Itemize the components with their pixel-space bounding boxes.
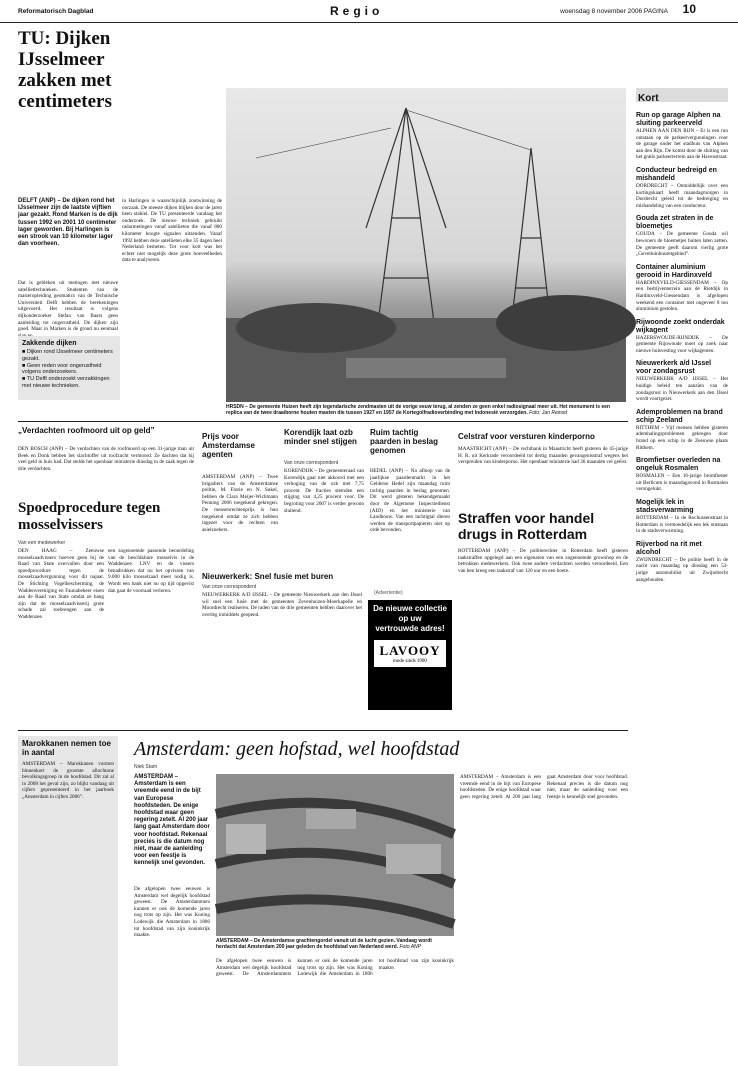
ad-brand: LAVOOY — [379, 643, 441, 658]
paper-name: Reformatorisch Dagblad — [18, 8, 94, 15]
straffen-body: ROTTERDAM (ANP) – De politierechter in Rotterdam heeft gisteren taakstraffen opgelegd aan een eigenaren van een zogenoemde growshop en de betrokken medewerkers. Ook twee andere verdachten werden veroordeeld. Een van hen kreeg een taakstraf van 120 uur en een boete. — [458, 548, 628, 574]
lead-body-1: Dat is gebleken uit metingen met nieuwe satelliettechnieken. Studenten van de masteropleiding geomatics van de Technische Universiteit Delft hebben de berekeningen uitgevoerd. Het resultaat is volgens dijkonderzoeker Stefan van Baars geen aanleiding tot ongerustheid. De dijken zijn goed. Maar in Marken is de grond nu eenmaal — [18, 280, 118, 333]
amsterdam-body-right: AMSTERDAM – Amsterdam is een vreemde eend in de bijt van Europese hoofdsteden. De enige hoofdstad waar geen regering zetelt. Al 200 jaar lang gaat Amsterdam door voor hoofdstad. Rekenaal precies is die datum nog niet, maar de aanleiding voor een feestje is kennelijk snel gevonden. — [460, 774, 628, 800]
divider — [18, 421, 628, 422]
section-name: Regio — [330, 4, 384, 18]
kort-item: Ademproblemen na brand schip Zeeland RITTHEM – Vijf mensen hebben gisteren ademhalingsproblemen gekregen door brand op een schip in de Zeeuwse plaats Ritthem. — [636, 408, 728, 451]
prijs-headline: Prijs voor Amsterdamse agenten — [202, 432, 255, 459]
kort-item: Mogelijk lek in stadsverwarming ROTTERDAM – In de Rochussenstraat in Rotterdam is vermoedelijk een lek ontstaan in de stadsverwarming. — [636, 499, 728, 535]
kader-item: ■ Geen reden voor ongerustheid volgens onderzoekers. — [22, 362, 102, 376]
radio-masts-photo — [226, 88, 626, 402]
korendijk-headline: Korendijk laat ozb minder snel stijgen — [284, 428, 357, 446]
amsterdam-headline: Amsterdam: geen hofstad, wel hoofdstad — [134, 738, 460, 760]
nieuwerkerk-byline: Van onze correspondent — [202, 584, 257, 590]
spoed-byline: Van een medewerker — [18, 540, 66, 546]
paarden-headline: Ruim tachtig paarden in beslag genomen — [370, 428, 439, 455]
korendijk-byline: Van onze correspondent — [284, 460, 339, 466]
kort-item: Rijverbod na rit met alcohol ZWIJNDRECHT – De politie heeft in de nacht van maandag op dinsdag een 53-jarige automobilist uit Zwijndrecht aangehouden. — [636, 540, 728, 583]
spoed-body-2: een zogenoemde passende beoordeling van de beschikbare mosselvis in de Waddenzee. LNV en de vissers benadrukken dat nu het opvissen van 9.000 kilo mosselzaad meer nodig is. Wordt een bank niet nu op tijd opgevist dan gaat de voorraad verloren. — [108, 548, 194, 594]
kort-item: Rijwoonde zoekt onderdak wijkagent HAZERSWOUDE-RIJNDIJK – De gemeente Rijnwoude moet op zoek naar nieuwe huisvesting voor wijkagenten. — [636, 318, 728, 354]
ad-label: (Advertentie) — [374, 590, 403, 596]
page-date: woensdag 8 november 2006 PAGINA — [560, 8, 668, 15]
nieuwerkerk-body: NIEUWERKERK A/D IJSSEL – De gemeente Nieuwerkerk aan den IJssel wil snel een fusie met de gemeenten Zevenhuizen-Moerkapelle en Moordrecht realiseren. De raden van de drie gemeenten hebben daarover het overleg inmiddels geopend. — [202, 592, 362, 618]
amsterdam-caption: AMSTERDAM – De Amsterdamse grachtengordel vanuit uit de lucht gezien. Vandaag wordt herdacht dat Amsterdam 200 jaar geleden de hoofdstad van Nederland werd. Foto ANP — [216, 938, 432, 951]
ad-tagline: mode sinds 1900 — [393, 659, 427, 664]
prijs-body: AMSTERDAM (ANP) – Twee brigadiers van de Amsterdamse politie, M. Florie en N. Sukel, hebben de Clara Meijer-Wichmann Penning 2006 toegekend gekregen. De mensenrechtenprijs is hun toegekend omdat ze zich hebben ingezet voor de rechten van asielzoekers. — [202, 474, 278, 533]
lavooy-advertisement — [368, 600, 452, 710]
radio-mast-illustration — [226, 88, 626, 402]
amsterdam-body-cont: De afgelopen twee eeuwen is Amsterdam wel degelijk hoofdstad geweest. De Amsterdammers kunnen er ook de komende jaren nog trots op zijn. Het was Koning Lodewijk die Amsterdam in 1806 tot hoofdstad van zijn koninkrijk maakte. — [216, 958, 454, 978]
ad-line-3: vertrouwde adres! — [375, 624, 445, 633]
kort-item: Bromfietser overleden na ongeluk Rosmalen ROSMALEN – Een 16-jarige bromfietser uit Berlicum is maandagavond in Rosmalen verongelukt. — [636, 457, 728, 493]
kort-list — [636, 106, 728, 1064]
lead-headline: TU: Dijken IJsselmeer zakken met centimeters — [18, 28, 112, 112]
amsterdam-body: De afgelopen twee eeuwen is Amsterdam wel degelijk hoofdstad geweest. De Amsterdammers kunnen er ook de komende jaren nog trots op zijn. Het was Koning Lodewijk die Amsterdam in 1806 tot hoofdstad van zijn koninkrijk maakte. — [134, 886, 210, 939]
canal-aerial-photo — [216, 774, 454, 936]
canal-illustration — [216, 774, 454, 936]
kader-item: ■ Dijken rond IJsselmeer centimeters gezakt. — [22, 349, 113, 362]
kader-title: Zakkende dijken — [22, 340, 77, 347]
amsterdam-lead: AMSTERDAM – Amsterdam is een vreemde eend in de bijt van Europese hoofdsteden. De enige hoofdstad waar geen regering zetelt. Al 200 jaar lang gaat Amsterdam door voor hoofdstad. Rekenaal precies is die datum nog niet, maar de aanleiding voor een feestje is kennelijk snel gevonden. — [134, 774, 210, 867]
nieuwerkerk-headline: Nieuwerkerk: Snel fusie met buren — [202, 572, 334, 581]
spoed-body: DEN HAAG – Zeeuwse mosselzaadvissers hoeven geen bij de Raad van State overvallen door een spoedprocedure tegen de mosselzaadvergunning voor dit najaar. De Stichting Vogelbescherming, de Waddenvereniging en Faunabeheer eisen aan de Raad van State omdat ze bang zijn dat de mosselzaadvisserij grote schade zal toebrengen aan de Waddenzee. — [18, 548, 104, 620]
lead-body-2: in Harlingen is waarschijnlijk zoutwinning de oorzaak. De meeste dijken blijken door de jaren heen stabiel. De TU presenteerde vandaag het onderzoek. De nieuwe techniek gebruikt radarmetingen vanaf satellieten die vanaf 800 kilometer hoogte signalen uitzenden. Vanaf 1992 hebben deze satellieten elke 35 dagen heel Nederland bemeten. Tot voor kort was het echter niet mogelijk deze grote hoeveelheden data te analyseren. — [122, 198, 222, 264]
korendijk-body: KORENDIJK – De gemeenteraad van Korendijk gaat niet akkoord met een verhoging van de ozb met 7,75 procent. De fracties stemden een stijging van 4,25 procent voor. De begroting voor 2007 is verder gewoon sluitend. — [284, 468, 364, 514]
spoed-headline: Spoedprocedure tegen mosselvissers — [18, 500, 161, 533]
marokkanen-box — [18, 736, 118, 1066]
page-number: 10 — [682, 2, 696, 16]
kader-box — [18, 336, 120, 400]
photo-caption: HRSDN – De gemeente Huizen heeft zijn legendarische zendmasten uit de vorige eeuw terug, al zenden ze geen enkel radiosignaal meer uit. Het monument is een replica van de twee draaiborne houten masten die tussen 1927 en 1957 de Kortegolfradioverbinding met Indonesië verzorgden. Foto: Jan Reinsd — [226, 404, 610, 417]
celstraf-body: MAASTRICHT (ANP) – De rechtbank in Maastricht heeft gisteren de 45-jarige H. R. uit Kerkrade veroordeeld tot dertig maanden gevangenisstraf wegens het verspreiden van kinderporno. Het openbaar ministerie had 36 maanden cel geëist. — [458, 446, 628, 466]
kort-header: Kort — [636, 88, 728, 102]
divider — [18, 730, 628, 731]
kort-item: Container aluminium gerooid in Hardinxveld HARDINXVELD-GIESSENDAM – Op een bedrijventerrein aan de Rietdijk in Hardinxveld-Giessendam is afgelopen weekend een container met ongeveer 8 ton aluminium gestolen. — [636, 263, 728, 313]
roofmoord-headline: „Verdachten roofmoord uit op geld” — [18, 426, 155, 435]
celstraf-headline: Celstraf voor versturen kinderporno — [458, 432, 595, 441]
paarden-body: HEDEL (ANP) – Na afloop van de jaarlijkse paardenmarkt in het Gelderse Hedel zijn maandag ruim tachtig paarden in beslag genomen. Dit werd gisteren bekendgemaakt door de Algemene Inspectiedienst (AID) en het ministerie van Landbouw. Van een tachtigtal dieren werden de transportpapieren niet op orde bevonden. — [370, 468, 450, 534]
kort-item: Run op garage Alphen na sluiting parkeerveld ALPHEN AAN DEN RIJN – Er is een run ontstaan op de parkeervergunningen voor de garage onder het stadhuis van Alphen aan den Rijn. De komst door de sluiting van het gratis parkeerterrein aan de Havenstraat. — [636, 112, 728, 161]
kort-item: Conducteur bedreigd en mishandeld DORDRECHT – Onmiddellijk over een kortingskaart heeft maandagmorgen in Dordrecht geleid tot de bedreiging en mishandeling van een conducteur. — [636, 166, 728, 209]
marokkanen-body: AMSTERDAM – Marokkanen vormen binnenkort de grootste allochtone bevolkingsgroep in de hoofdstad. Dit zal al in 2008 het geval zijn, zo blijkt vandaag uit cijfers gepresenteerd in het jaarboek „Amsterdam in cijfers 2006”. — [22, 761, 114, 800]
kort-item: Gouda zet straten in de bloemetjes GOUDA – De gemeente Gouda wil bewoners de bloemetjes buiten laten zetten. De gemeente geeft daarom vierlig grote „Geveltuinbuuretgebied”. — [636, 215, 728, 258]
kader-item: ■ TU Delft onderzoekt verzakkingen met nieuwe technieken. — [22, 376, 110, 389]
kort-item: Nieuwerkerk a/d IJssel voor zondagsrust NIEUWERKERK A/D IJSSEL – Het huidige beleid ten aanzien van de zondagsrust in Nieuwerkerk aan den IJssel wordt voortgezet. — [636, 360, 728, 403]
lead-intro: DELFT (ANP) – De dijken rond het IJsselmeer zijn de laatste vijftien jaar gezakt. Rond Marken is de dijk tussen 1992 en 2001 10 centimeter lager geworden. Bij Harlingen is een strook van 10 kilometer lager dan voorheen. — [18, 198, 118, 248]
roofmoord-body: DEN BOSCH (ANP) – De verdachten van de roofmoord op een 31-jarige man uit Beek en Donk hebben het slachtoffer uit roofzucht vermoord. Ze dachten dat hij veel geld in huis had. Dat stelde het openbaar ministerie dinsdag in de zaak tegen de drie verdachten. — [18, 446, 194, 472]
ad-line-2: op uw — [398, 614, 422, 623]
marokkanen-headline: Marokkanen nemen toe in aantal — [22, 739, 111, 757]
ad-line-1: De nieuwe collectie — [373, 604, 447, 613]
amsterdam-byline: Niek Stam — [134, 764, 158, 770]
straffen-headline: Straffen voor handel drugs in Rotterdam — [458, 510, 595, 542]
